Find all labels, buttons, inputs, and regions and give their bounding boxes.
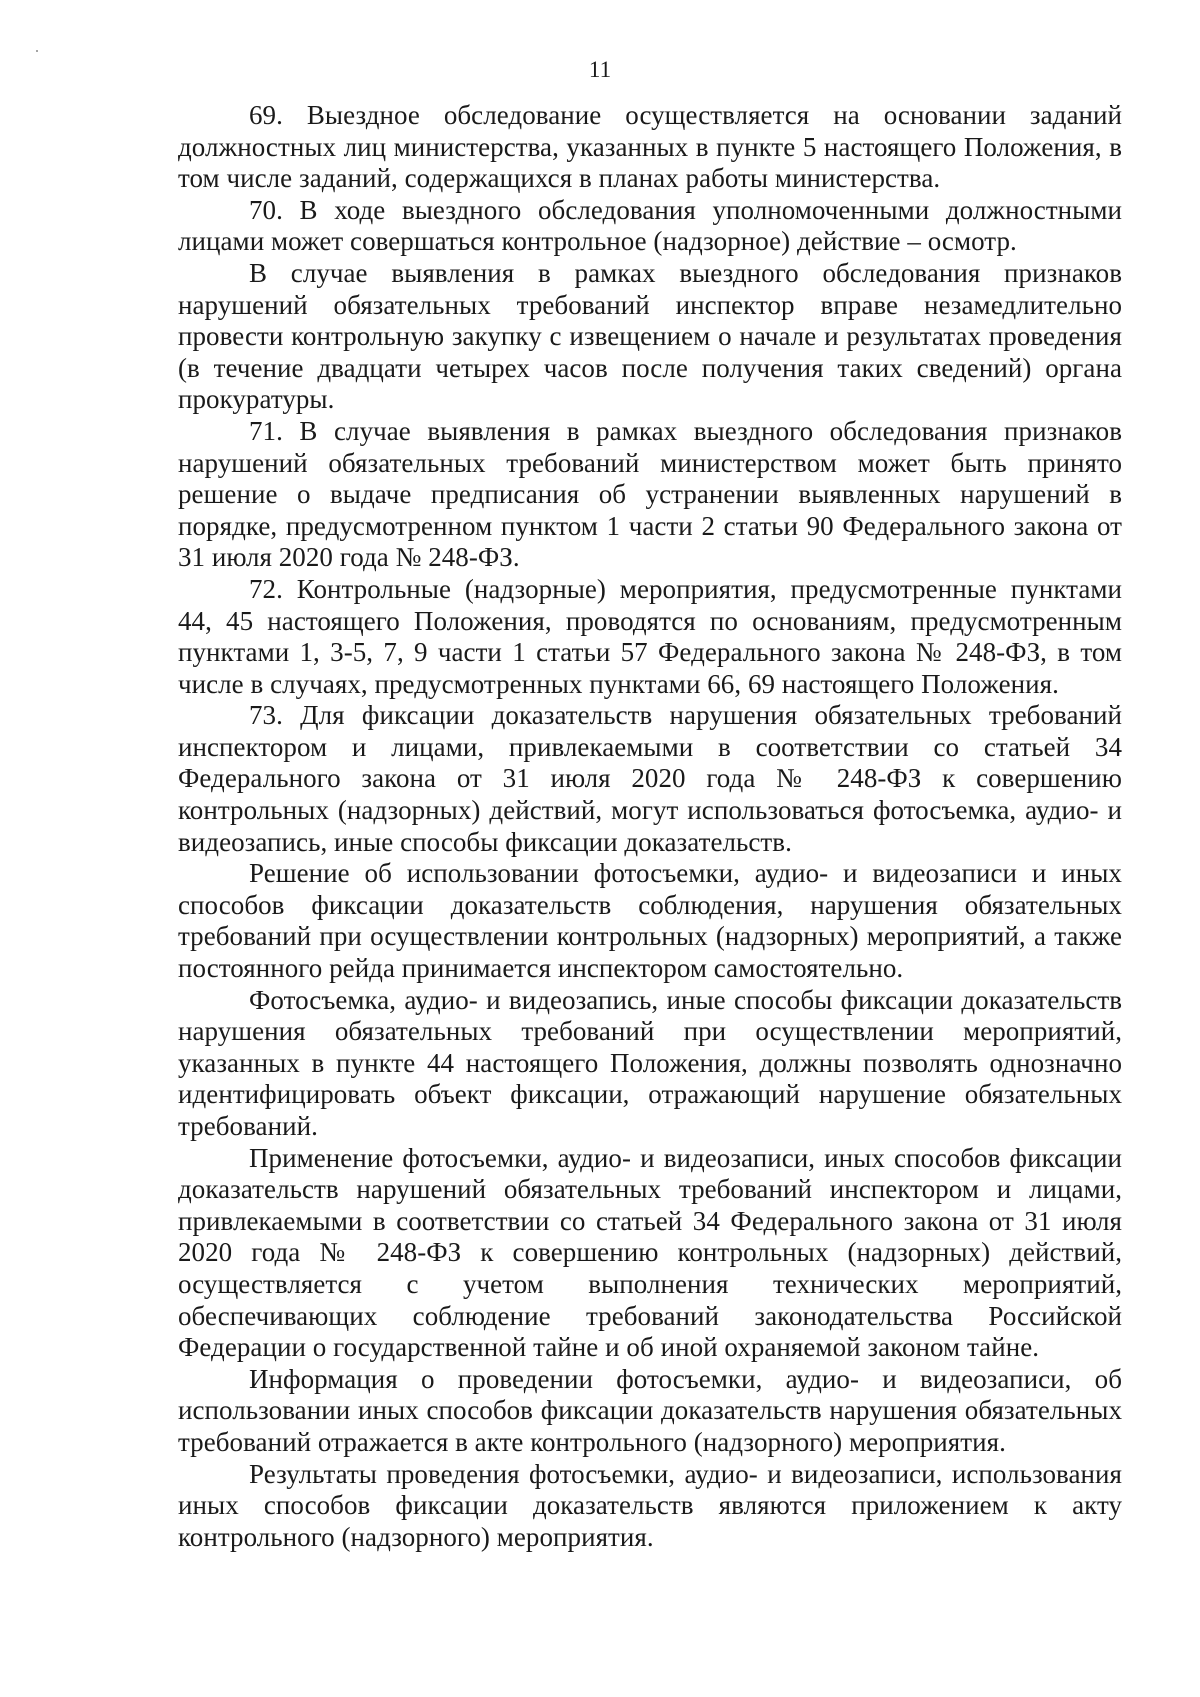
paragraph-73-application: Применение фотосъемки, аудио- и видеозаписи, иных способов фиксации доказательств нарушений обязательных требований инспектором и лицами, привлекаемыми в соответствии со статьей 34 Федерального закона от 31 июля 2020 года № 248-ФЗ к совершению контрольных (надзорных) действий, осуществляется с учетом выполнения технических мероприятий, обеспечивающих соблюдение требований законодательства Российской Федерации о государственной тайне и об иной охраняемой законом тайне.: [178, 1142, 1122, 1363]
document-body: [178, 100, 1122, 1553]
paragraph-73-information: Информация о проведении фотосъемки, аудио- и видеозаписи, об использовании иных способов фиксации доказательств нарушения обязательных требований отражается в акте контрольного (надзорного) мероприятия.: [178, 1363, 1122, 1457]
paragraph-69: 69. Выездное обследование осуществляется на основании заданий должностных лиц министерства, указанных в пункте 5 настоящего Положения, в том числе заданий, содержащихся в планах работы министерства.: [178, 100, 1122, 194]
page-number: 11: [588, 57, 612, 82]
paragraph-73-identification: Фотосъемка, аудио- и видеозапись, иные способы фиксации доказательств нарушения обязательных требований при осуществлении мероприятий, указанных в пункте 44 настоящего Положения, должны позволять однозначно идентифицировать объект фиксации, отражающий нарушение обязательных требований.: [178, 984, 1122, 1141]
paragraph-73-results: Результаты проведения фотосъемки, аудио- и видеозаписи, использования иных способов фиксации доказательств являются приложением к акту контрольного (надзорного) мероприятия.: [178, 1458, 1122, 1552]
paragraph-70: 70. В ходе выездного обследования уполномоченными должностными лицами может совершаться контрольное (надзорное) действие – осмотр.: [178, 194, 1122, 257]
paragraph-70-detail: В случае выявления в рамках выездного обследования признаков нарушений обязательных требований инспектор вправе незамедлительно провести контрольную закупку с извещением о начале и результатах проведения (в течение двадцати четырех часов после получения таких сведений) органа прокуратуры.: [178, 257, 1122, 415]
paragraph-72: 72. Контрольные (надзорные) мероприятия, предусмотренные пунктами 44, 45 настоящего Положения, проводятся по основаниям, предусмотренным пунктами 1, 3-5, 7, 9 части 1 статьи 57 Федерального закона № 248-ФЗ, в том числе в случаях, предусмотренных пунктами 66, 69 настоящего Положения.: [178, 573, 1122, 699]
paragraph-73-decision: Решение об использовании фотосъемки, аудио- и видеозаписи и иных способов фиксации доказательств соблюдения, нарушения обязательных требований при осуществлении контрольных (надзорных) мероприятий, а также постоянного рейда принимается инспектором самостоятельно.: [178, 858, 1122, 984]
paragraph-71: 71. В случае выявления в рамках выездного обследования признаков нарушений обязательных требований министерством может быть принято решение о выдаче предписания об устранении выявленных нарушений в порядке, предусмотренном пунктом 1 части 2 статьи 90 Федерального закона от 31 июля 2020 года № 248-ФЗ.: [178, 415, 1122, 573]
scan-artifact-dot: [36, 50, 38, 52]
paragraph-73: 73. Для фиксации доказательств нарушения обязательных требований инспектором и лицами, привлекаемыми в соответствии со статьей 34 Федерального закона от 31 июля 2020 года № 248-ФЗ к совершению контрольных (надзорных) действий, могут использоваться фотосъемка, аудио- и видеозапись, иные способы фиксации доказательств.: [178, 700, 1122, 857]
